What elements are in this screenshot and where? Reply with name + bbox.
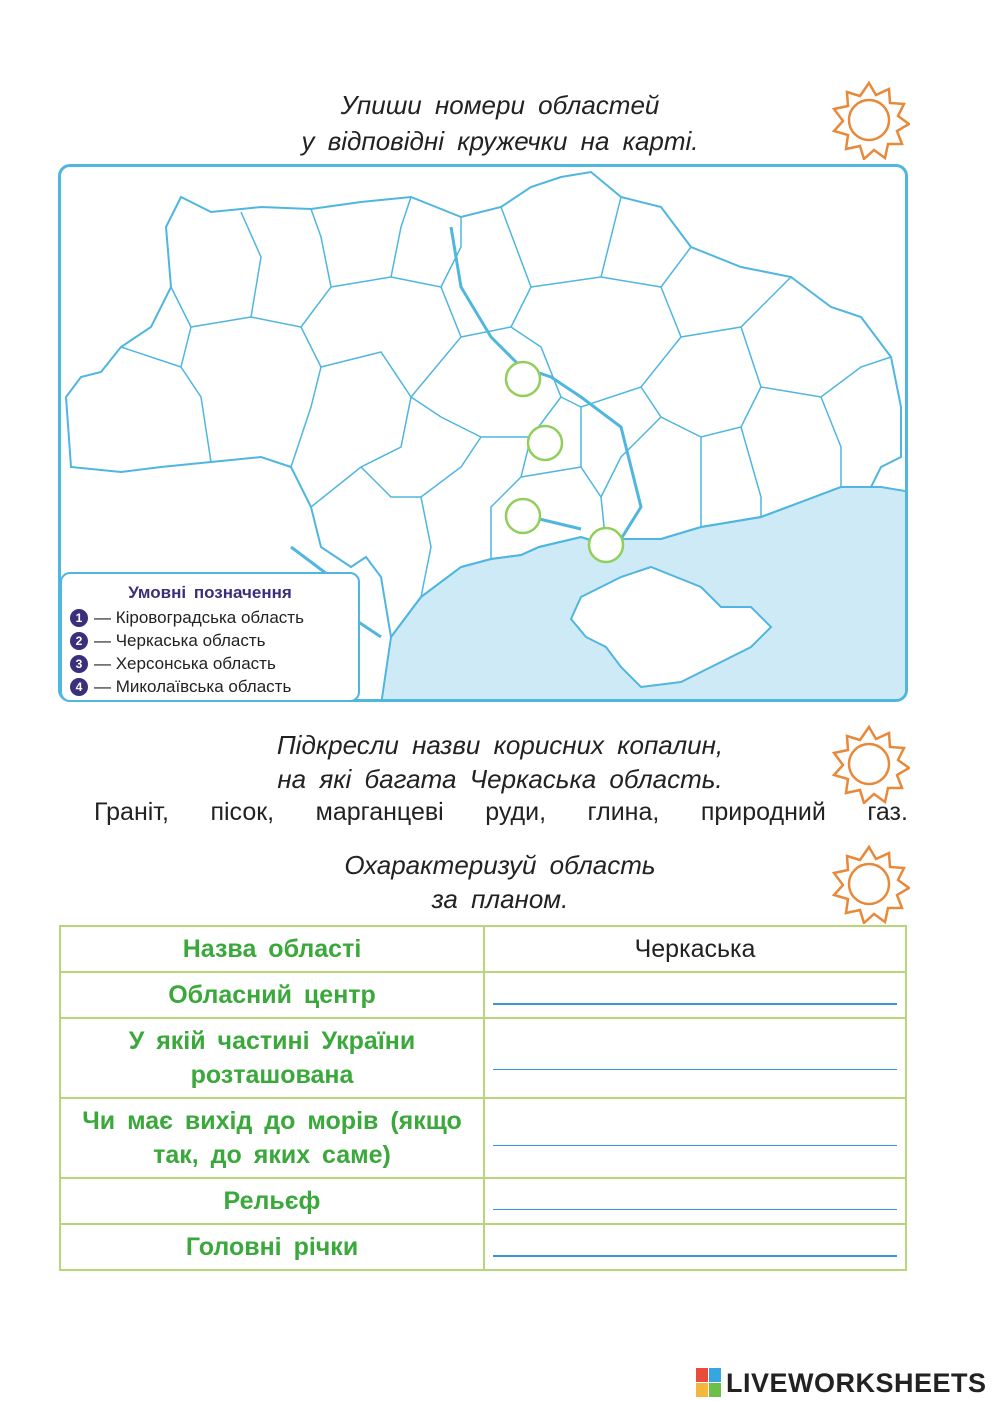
mineral-word[interactable]: газ. [867,798,908,826]
liveworksheets-brand [696,1366,987,1400]
answer-field[interactable] [484,1018,906,1098]
answer-line [493,1003,897,1005]
sun-icon [828,842,910,924]
map-legend [60,572,360,702]
liveworksheets-logo-icon [696,1368,722,1398]
task1-line2: у відповідні кружечки на карті. [301,126,699,156]
legend-number-badge: 4 [70,678,88,696]
legend-item [70,606,350,629]
row-label: Чи має вихід до морів (якщо так, до яких саме) [60,1098,484,1178]
mineral-word[interactable]: марганцеві [315,798,444,826]
answer-field[interactable] [484,972,906,1018]
answer-circle-2[interactable] [528,426,562,460]
legend-title: Умовні позначення [128,583,292,602]
legend-item [70,652,350,675]
answer-line [493,1255,897,1257]
row-label: Головні річки [60,1224,484,1270]
answer-line [493,1145,897,1146]
answer-circle-3[interactable] [506,499,540,533]
row-answer [484,926,906,972]
row-label: Назва області [60,926,484,972]
legend-item [70,629,350,652]
legend-number-badge: 2 [70,632,88,650]
task1-line1: Упиши номери областей [340,90,660,120]
answer-line [493,1209,897,1210]
legend-item-text: — Херсонська область [94,653,276,673]
row-label: У якій частині України розташована [60,1018,484,1098]
row-label: Обласний центр [60,972,484,1018]
brand-name: LIVEWORKSHEETS [726,1367,987,1398]
row-label: Рельєф [60,1178,484,1224]
minerals-list [94,796,908,828]
mineral-word[interactable]: пісок, [210,798,275,826]
mineral-word[interactable]: Граніт, [94,798,169,826]
mineral-word[interactable]: глина, [587,798,660,826]
legend-item-text: — Кіровоградська область [94,607,304,627]
answer-circle-1[interactable] [506,362,540,396]
table-row [60,1098,906,1178]
answer-field[interactable] [484,1178,906,1224]
mineral-word[interactable]: руди, [485,798,547,826]
legend-number-badge: 1 [70,609,88,627]
table-row [60,1224,906,1270]
sun-icon [828,78,910,160]
sun-icon [828,722,910,804]
table-row [60,1178,906,1224]
answer-circle-4[interactable] [589,528,623,562]
table-row [60,926,906,972]
task3-line2: за планом. [431,884,569,914]
task3-line1: Охарактеризуй область [344,850,656,880]
legend-item [70,675,350,698]
mineral-word[interactable]: природний [700,798,826,826]
task2-line2: на які багата Черкаська область. [277,764,723,794]
legend-item-text: — Миколаївська область [94,676,292,696]
table-row [60,972,906,1018]
table-row [60,1018,906,1098]
legend-number-badge: 3 [70,655,88,673]
answer-field[interactable] [484,1098,906,1178]
legend-item-text: — Черкаська область [94,630,266,650]
task2-line1: Підкресли назви корисних копалин, [276,730,724,760]
answer-line [493,1069,897,1070]
row-value: Черкаська [634,934,756,963]
region-plan-table [59,925,907,1271]
answer-field[interactable] [484,1224,906,1270]
answer-circles [506,362,623,562]
